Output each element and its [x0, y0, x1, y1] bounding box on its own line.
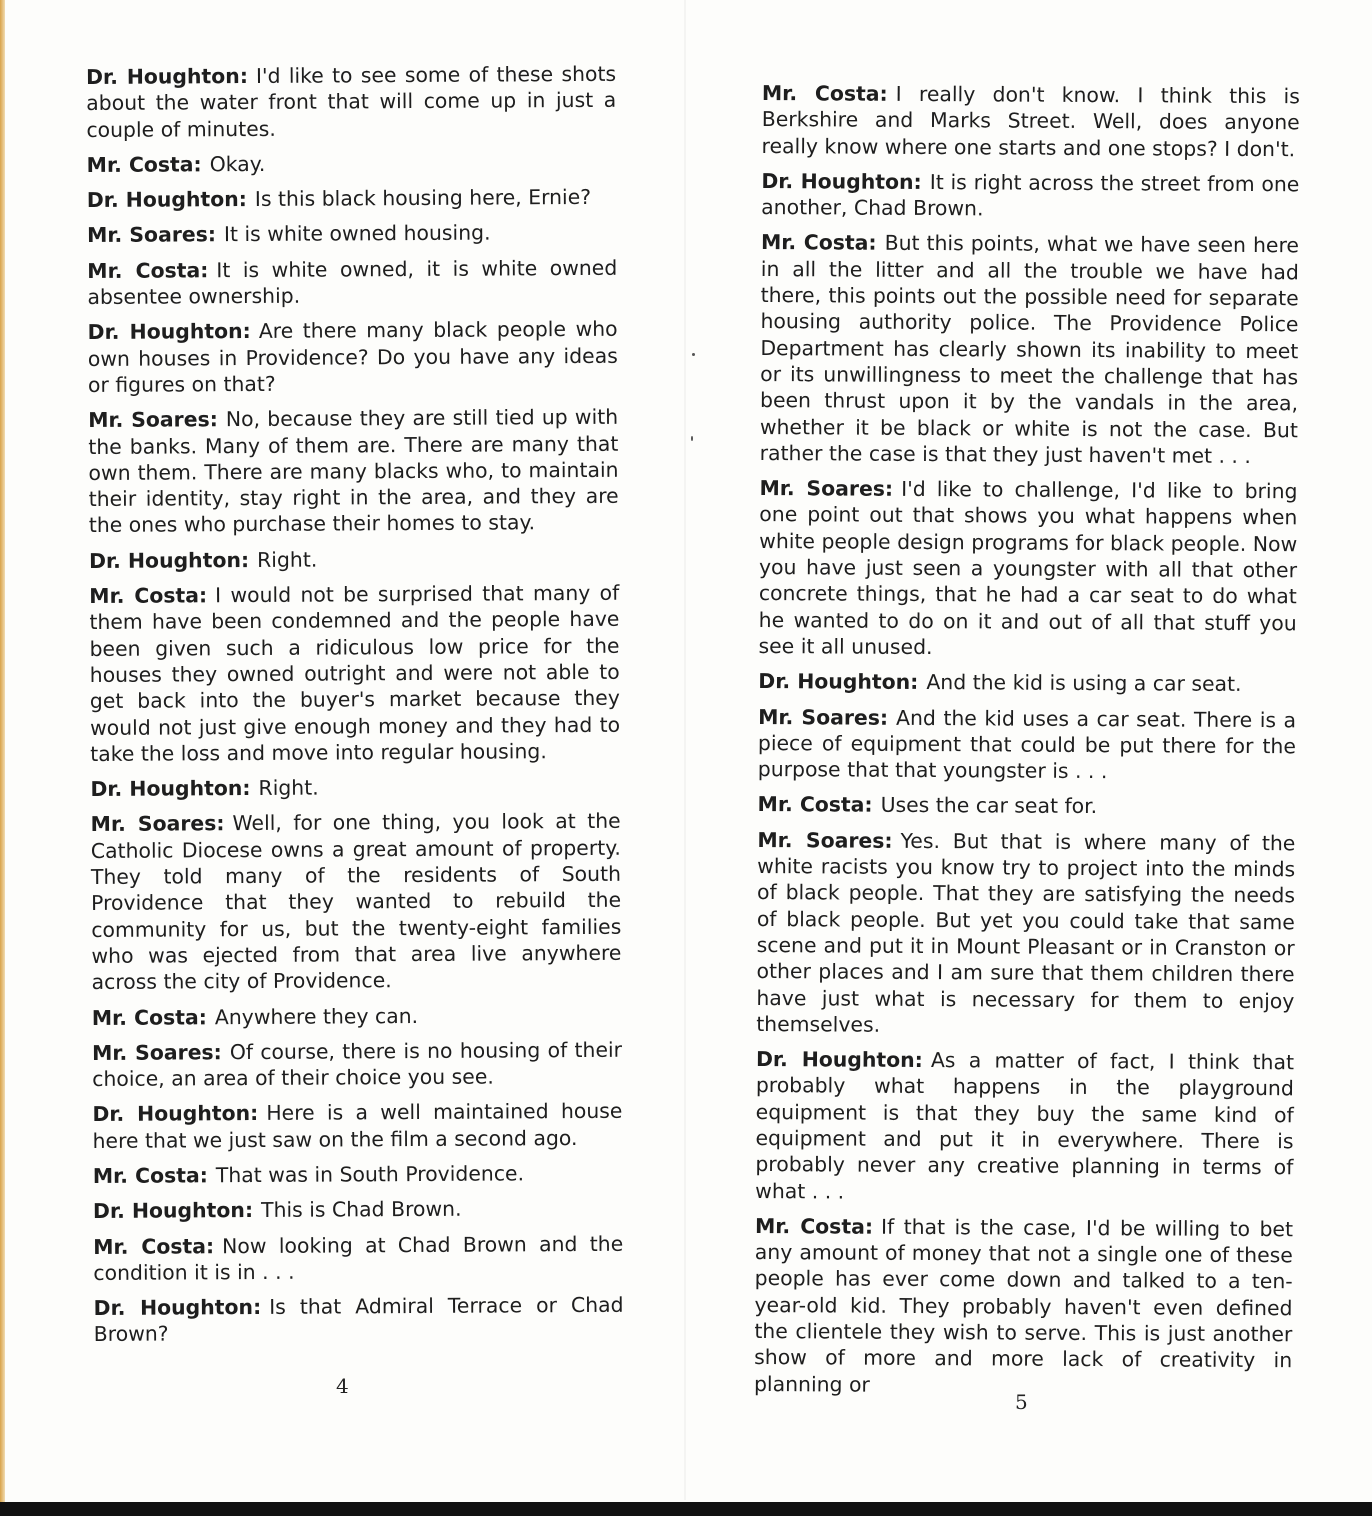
- speaker-label: Mr. Costa:: [91, 1004, 207, 1030]
- speaker-label: Mr. Soares:: [86, 222, 217, 248]
- dialogue-text: Of course, there is no housing of their choice, an area of their choice you see.: [92, 1037, 623, 1092]
- dialogue-text: Right.: [257, 547, 318, 572]
- page-number-right: 5: [1015, 1390, 1028, 1414]
- dialogue-entry: [93, 1195, 623, 1225]
- speaker-label: Mr. Soares:: [757, 827, 893, 853]
- speaker-label: Mr. Costa:: [93, 1233, 215, 1259]
- dialogue-entry: [754, 1213, 1293, 1400]
- speaker-label: Dr. Houghton:: [87, 319, 251, 345]
- dialogue-entry: [88, 404, 619, 539]
- page-edge-left: [0, 0, 5, 1516]
- dialogue-text: I would not be surprised that many of them have been condemned and the people have been given such a ridiculous low price for the houses they owned outright and were not able to get back into the buyer's market because they would not just give enough money and they had to take the loss and move into regular housing.: [89, 580, 621, 766]
- dialogue-text: I'd like to see some of these shots about the water front that will come up in just a couple of minutes.: [86, 61, 617, 142]
- speaker-label: Mr. Costa:: [92, 1163, 208, 1188]
- speaker-label: Dr. Houghton:: [758, 669, 919, 695]
- dialogue-entry: [87, 149, 617, 179]
- dialogue-entry: [93, 1230, 623, 1286]
- dialogue-text: That was in South Providence.: [215, 1161, 525, 1188]
- speaker-label: Mr. Soares:: [88, 407, 218, 433]
- dialogue-text: And the kid uses a car seat. There is a piece of equipment that could be put there for the purpose that that youngster is . . .: [757, 705, 1297, 784]
- speaker-label: Dr. Houghton:: [88, 547, 250, 573]
- dialogue-text: Here is a well maintained house here that we just saw on the film a second ago.: [92, 1099, 623, 1153]
- dialogue-entry: [93, 1160, 623, 1190]
- scan-speck: [692, 353, 695, 356]
- dialogue-text: Is that Admiral Terrace or Chad Brown?: [93, 1292, 624, 1347]
- dialogue-entry: [89, 580, 620, 767]
- dialogue-entry: [758, 668, 1296, 698]
- speaker-label: Mr. Costa:: [754, 1213, 874, 1239]
- speaker-label: Mr. Soares:: [90, 811, 225, 837]
- dialogue-text: But this points, what we have seen here in all the litter and all the trouble we have had there, this points out the possible need for separate housing authority police. The Providence Police Department has clearly shown its inability to meet or its unwillingness to meet the challenge that has been thrust upon it by the vandals in the area, whether it be black or white is not the case. But rather the case is that they just haven't met . . .: [759, 231, 1300, 468]
- dialogue-text: Uses the car seat for.: [880, 793, 1098, 819]
- speaker-label: Mr. Soares:: [758, 704, 889, 730]
- dialogue-entry: [88, 316, 618, 398]
- speaker-label: Mr. Costa:: [89, 583, 208, 609]
- speaker-label: Mr. Costa:: [761, 80, 888, 106]
- book-spine: [684, 0, 686, 1500]
- dialogue-text: If that is the case, I'd be willing to bet any amount of money that not a single one of these people has ever come down and talked to a ten-year-old kid. They probably haven't even defined the clientele they wish to serve. This is just another show of more and more lack of creativity in planning or: [753, 1214, 1294, 1397]
- speaker-label: Mr. Costa:: [86, 152, 202, 177]
- speaker-label: Dr. Houghton:: [86, 64, 249, 89]
- dialogue-text: And the kid is using a car seat.: [926, 670, 1242, 697]
- dialogue-text: Right.: [258, 775, 319, 801]
- page-left: [86, 61, 624, 1357]
- dialogue-entry: [761, 168, 1299, 224]
- dialogue-text: As a matter of fact, I think that probably what happens in the playground equipment is that they buy the same kind of equipment and put it in everywhere. There is probably never any creative planning in terms of what . . .: [755, 1048, 1295, 1204]
- dialogue-text: Are there many black people who own houses in Providence? Do you have any ideas or figures on that?: [87, 317, 618, 397]
- dialogue-text: I really don't know. I think this is Berkshire and Marks Street. Well, does anyone really know where one starts and one stops? I don't.: [761, 81, 1300, 161]
- speaker-label: Mr. Costa:: [87, 258, 209, 283]
- dialogue-entry: [91, 808, 622, 995]
- dialogue-entry: [757, 791, 1295, 821]
- dialogue-text: Yes. But that is where many of the white racists you know try to project into the minds of black people. That they are satisfying the needs of black people. But yet you could take that same scene and put it in Mount Pleasant or in Cranston or other places and I am sure that them children there have just what is necessary for them to enjoy themselves.: [756, 828, 1296, 1037]
- speaker-label: Mr. Soares:: [91, 1039, 222, 1065]
- dialogue-text: Okay.: [209, 151, 266, 177]
- dialogue-entry: [92, 1037, 622, 1093]
- dialogue-text: It is right across the street from one another, Chad Brown.: [761, 169, 1300, 221]
- speaker-label: Dr. Houghton:: [93, 1295, 262, 1321]
- dialogue-entry: [87, 184, 617, 214]
- dialogue-entry: [755, 1046, 1294, 1207]
- speaker-label: Dr. Houghton:: [755, 1047, 923, 1073]
- dialogue-entry: [758, 704, 1296, 786]
- dialogue-entry: [760, 229, 1299, 469]
- speaker-label: Mr. Soares:: [759, 476, 894, 501]
- speaker-label: Dr. Houghton:: [86, 187, 247, 213]
- speaker-label: Dr. Houghton:: [761, 168, 922, 194]
- dialogue-entry: [92, 1001, 622, 1031]
- dialogue-text: Anywhere they can.: [214, 1003, 419, 1029]
- dialogue-text: Now looking at Chad Brown and the condition it is in . . .: [93, 1231, 624, 1285]
- speaker-label: Mr. Costa:: [760, 230, 877, 256]
- dialogue-entry: [756, 827, 1295, 1041]
- dialogue-entry: [90, 773, 620, 803]
- dialogue-text: This is Chad Brown.: [260, 1197, 462, 1223]
- dialogue-entry: [86, 61, 616, 143]
- page-right: [754, 80, 1300, 1409]
- dialogue-entry: [89, 545, 619, 575]
- dialogue-text: Is this black housing here, Ernie?: [254, 185, 592, 212]
- speaker-label: Mr. Costa:: [757, 792, 873, 818]
- dialogue-text: I'd like to challenge, I'd like to bring one point out that shows you what happens when white people design programs for black people. Now you have just seen a youngster with all that other concrete things, that he had a car seat to do what he wanted to do on it and out of all that stuff you see it all unused.: [758, 477, 1298, 659]
- scan-bottom-edge: [0, 1502, 1372, 1516]
- dialogue-entry: [87, 219, 617, 249]
- speaker-label: Dr. Houghton:: [92, 1198, 254, 1224]
- page-number-left: 4: [336, 1374, 349, 1398]
- dialogue-text: It is white owned housing.: [223, 221, 491, 247]
- dialogue-entry: [758, 475, 1297, 662]
- dialogue-entry: [762, 80, 1300, 162]
- speaker-label: Dr. Houghton:: [92, 1101, 259, 1127]
- dialogue-text: Well, for one thing, you look at the Catholic Diocese owns a great amount of property. They told many of the residents of South Providence that they wanted to rebuild the community for us, but the twenty-eight families who was ejected from that area live anywhere across the city of Providence.: [90, 809, 622, 995]
- speaker-label: Dr. Houghton:: [90, 776, 251, 802]
- dialogue-entry: [92, 1098, 622, 1154]
- scan-speck: [691, 436, 693, 441]
- dialogue-entry: [87, 255, 617, 311]
- dialogue-text: It is white owned, it is white owned absentee ownership.: [87, 255, 618, 310]
- dialogue-entry: [94, 1292, 624, 1348]
- dialogue-text: No, because they are still tied up with the banks. Many of them are. There are many that own them. There are many blacks who, to maintain their identity, stay right in the area, and they are the ones who purchase their homes to stay.: [88, 405, 619, 538]
